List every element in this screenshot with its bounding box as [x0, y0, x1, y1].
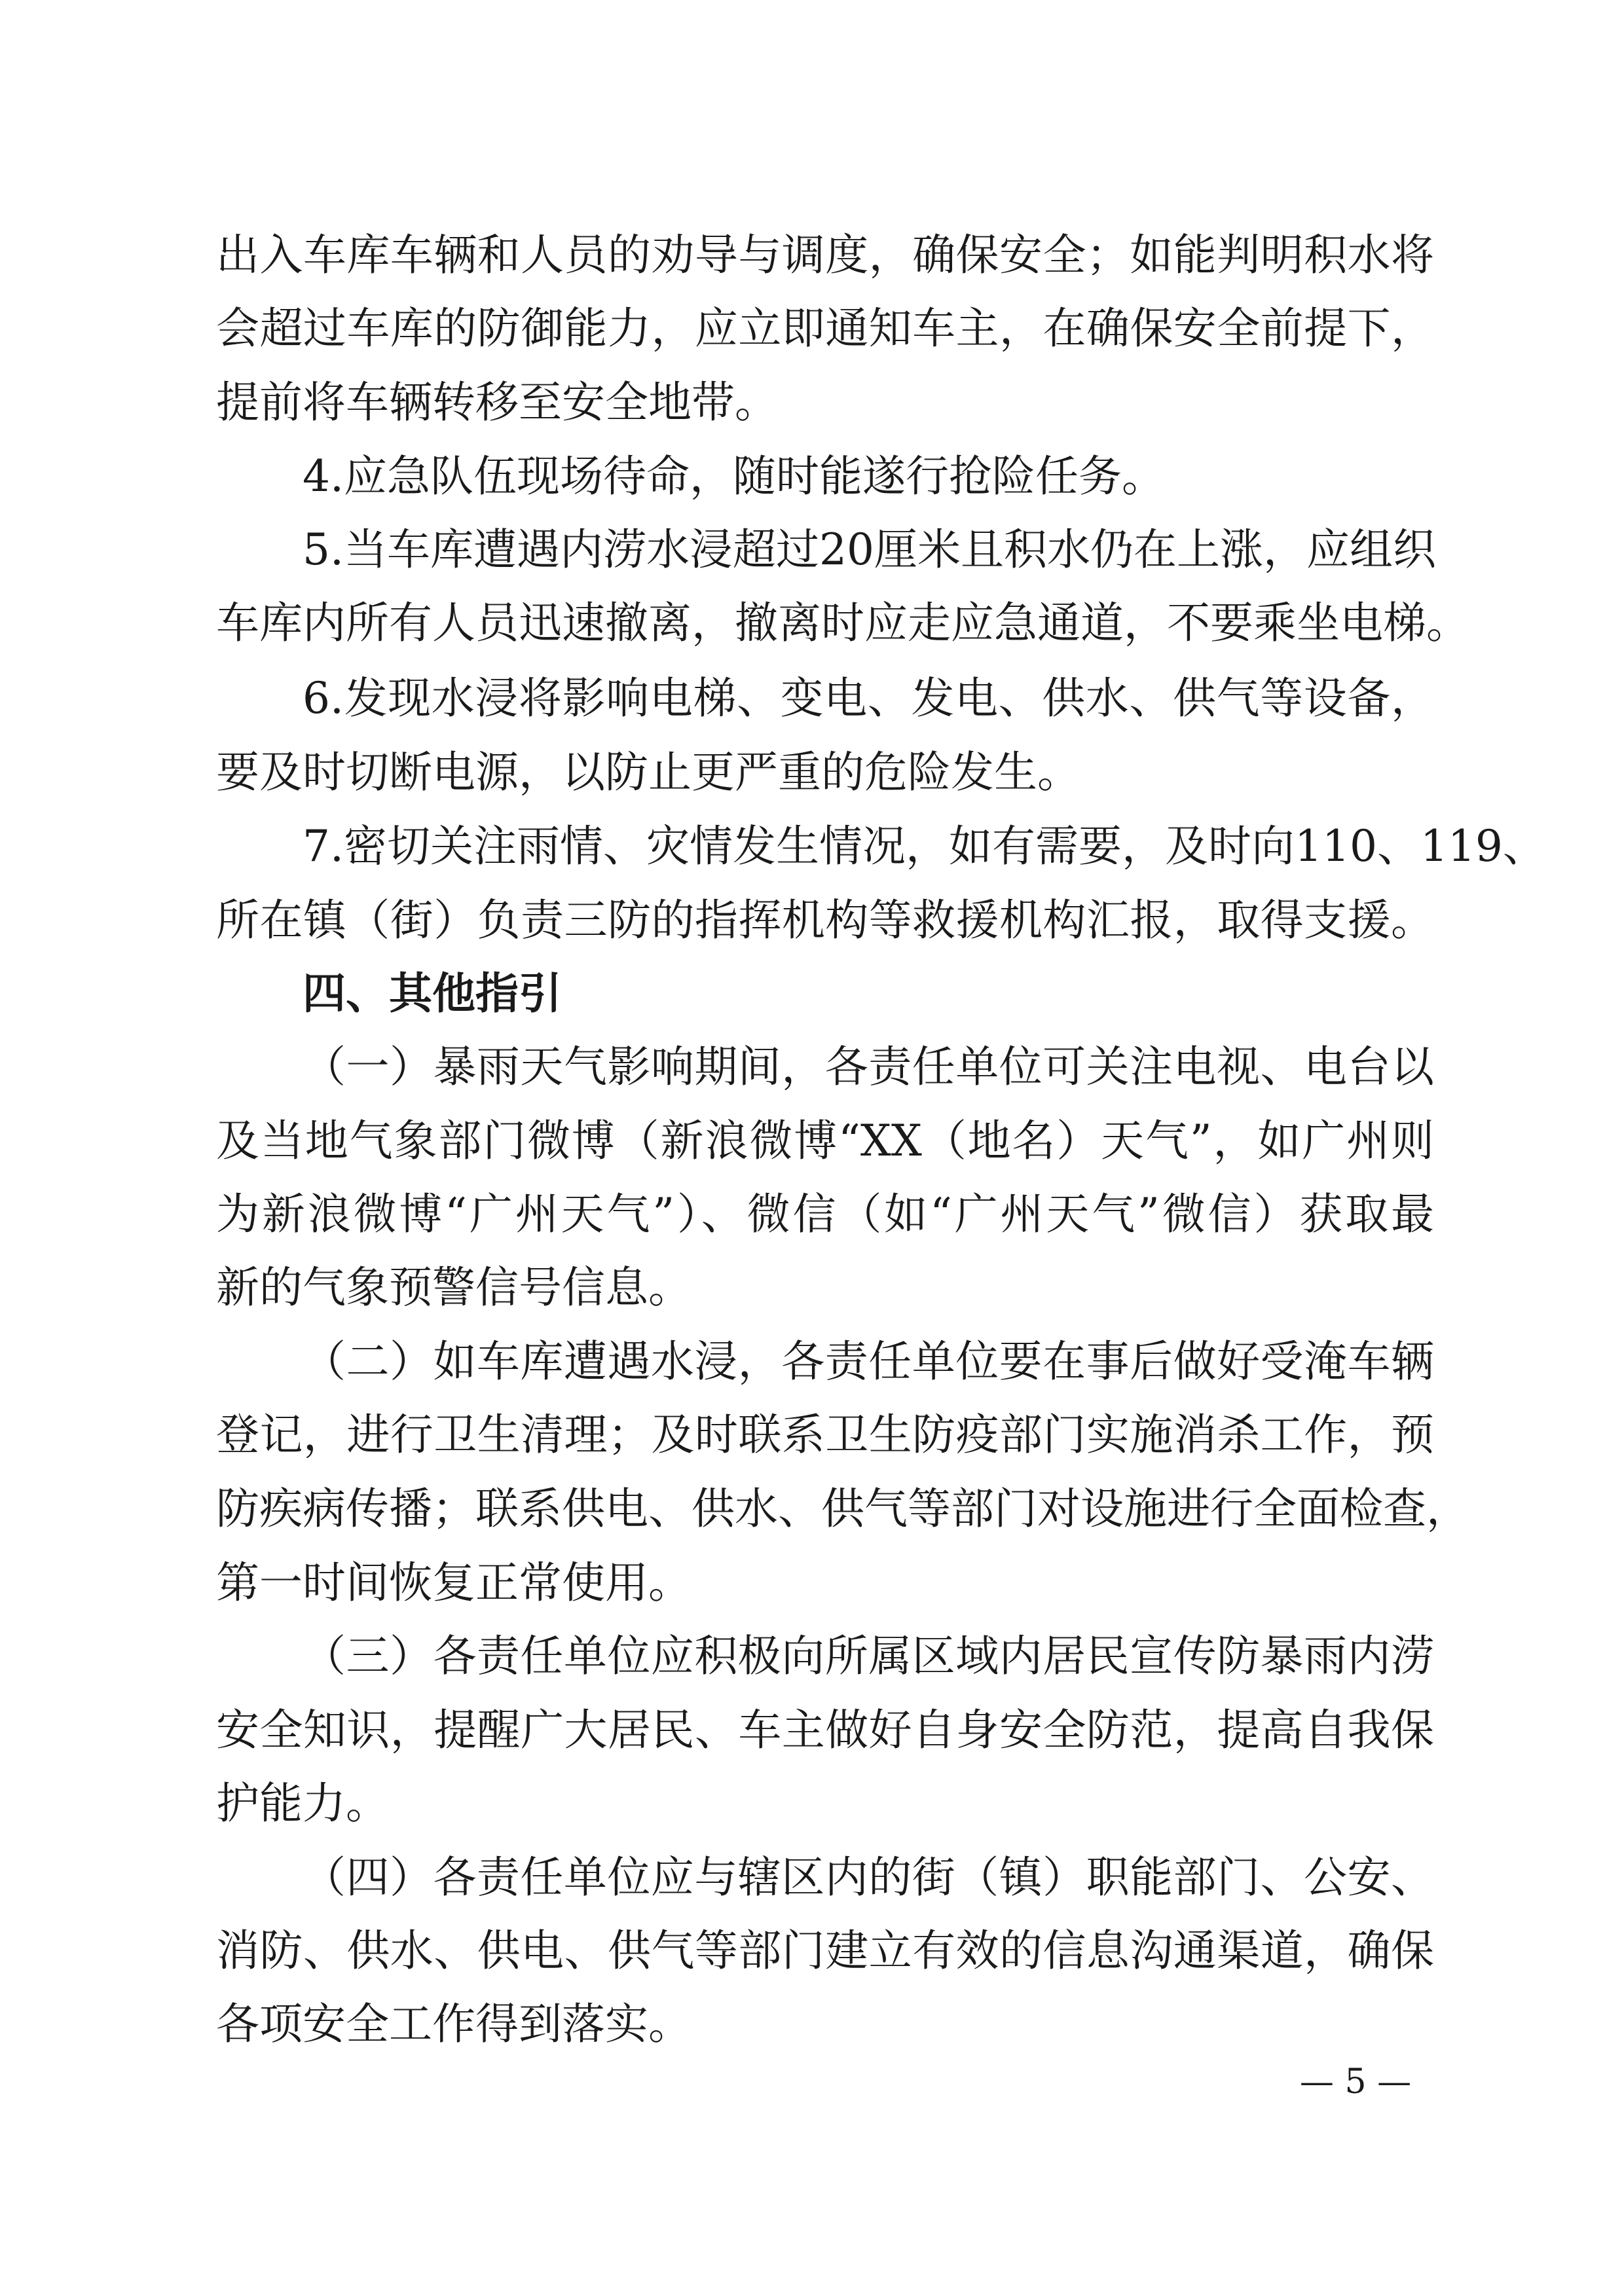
list-item-4: 4.应急队伍现场待命，随时能遂行抢险任务。	[303, 451, 1165, 501]
text-line: 车库内所有人员迅速撤离，撤离时应走应急通道，不要乘坐电梯。	[216, 598, 1469, 648]
paragraph-1: （一）暴雨天气影响期间，各责任单位可关注电视、电台以	[303, 1042, 1434, 1092]
text-line: 提前将车辆转移至安全地带。	[216, 377, 778, 428]
list-item-7: 7.密切关注雨情、灾情发生情况，如有需要，及时向110、119、	[303, 821, 1546, 871]
text-line: 消防、供水、供电、供气等部门建立有效的信息沟通渠道，确保	[216, 1925, 1434, 1976]
paragraph-2: （二）如车库遭遇水浸，各责任单位要在事后做好受淹车辆	[303, 1336, 1434, 1387]
text-line: 防疾病传播；联系供电、供水、供气等部门对设施进行全面检查，	[216, 1484, 1469, 1534]
paragraph-3: （三）各责任单位应积极向所属区域内居民宣传防暴雨内涝	[303, 1631, 1434, 1681]
text-line: 安全知识，提醒广大居民、车主做好自身安全防范，提高自我保	[216, 1705, 1434, 1755]
text-line: 新的气象预警信号信息。	[216, 1262, 692, 1313]
list-item-6: 6.发现水浸将影响电梯、变电、发电、供水、供气等设备，	[303, 673, 1434, 723]
text-line: 登记，进行卫生清理；及时联系卫生防疫部门实施消杀工作，预	[216, 1410, 1434, 1460]
text-line: 要及时切断电源，以防止更严重的危险发生。	[216, 747, 1080, 797]
section-heading: 四、其他指引	[303, 968, 562, 1019]
text-line: 出入车库车辆和人员的劝导与调度，确保安全；如能判明积水将	[216, 230, 1434, 280]
text-line: 第一时间恢复正常使用。	[216, 1558, 692, 1608]
text-line: 为新浪微博“广州天气”）、微信（如“广州天气”微信）获取最	[216, 1189, 1434, 1239]
text-line: 护能力。	[216, 1778, 389, 1829]
text-line: 所在镇（街）负责三防的指挥机构等救援机构汇报，取得支援。	[216, 895, 1434, 945]
list-item-5: 5.当车库遭遇内涝水浸超过20厘米且积水仍在上涨，应组织	[303, 524, 1436, 575]
text-line: 各项安全工作得到落实。	[216, 1999, 692, 2049]
page-number: — 5 —	[1299, 2062, 1412, 2102]
text-line: 会超过车库的防御能力，应立即通知车主，在确保安全前提下，	[216, 303, 1434, 354]
paragraph-4: （四）各责任单位应与辖区内的街（镇）职能部门、公安、	[303, 1852, 1434, 1903]
text-line: 及当地气象部门微博（新浪微博“XX（地名）天气”，如广州则	[216, 1116, 1434, 1166]
